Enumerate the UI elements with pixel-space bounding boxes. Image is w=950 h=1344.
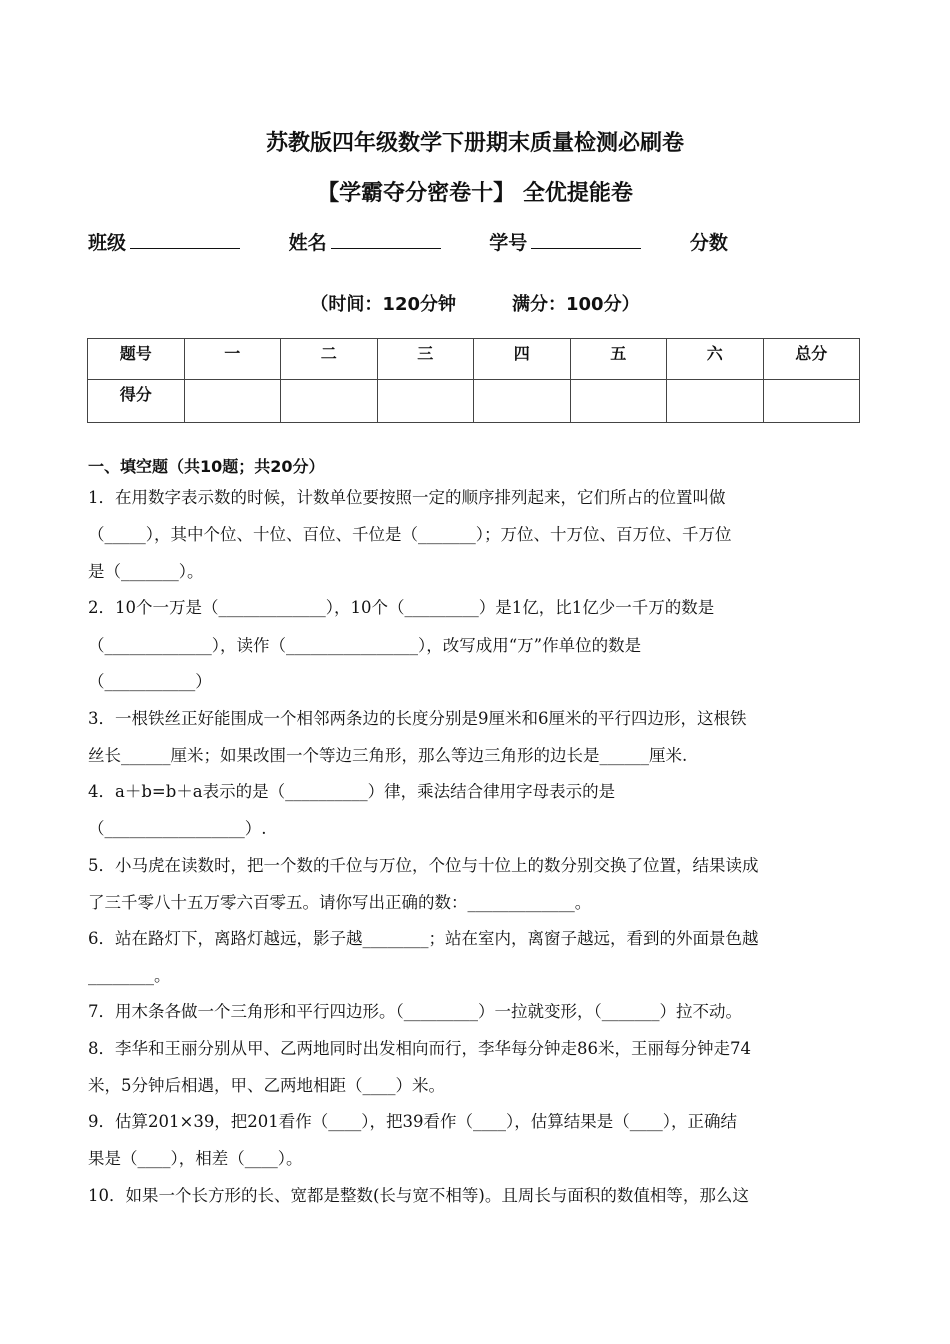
question-line: 1．在用数字表示数的时候，计数单位要按照一定的顺序排列起来，它们所占的位置叫做	[88, 488, 726, 507]
score-cell[interactable]	[377, 380, 474, 423]
student-info-row	[88, 228, 868, 255]
table-cell: 得分	[88, 380, 185, 423]
question-line: 10．如果一个长方形的长、宽都是整数(长与宽不相等)。且周长与面积的数值相等，那么这	[88, 1186, 749, 1205]
student-id-blank[interactable]	[531, 230, 641, 249]
exam-full-score: 满分：100分）	[512, 294, 640, 315]
question-line: （_________________）.	[88, 819, 267, 838]
question-line: ________。	[88, 966, 171, 985]
exam-meta	[0, 290, 950, 316]
question-line: 9．估算201×39，把201看作（____），把39看作（____），估算结果是（____），正确结	[88, 1112, 738, 1131]
question-line: （___________）	[88, 672, 212, 691]
question-line: 6．站在路灯下，离路灯越远，影子越________；站在室内，离窗子越远，看到的外面景色越	[88, 929, 759, 948]
score-table-score-row	[88, 380, 860, 423]
page-title: 苏教版四年级数学下册期末质量检测必刷卷	[265, 131, 684, 156]
question-line: 2．10个一万是（_____________），10个（_________）是1亿，比1亿少一千万的数是	[88, 598, 715, 617]
name-blank[interactable]	[331, 230, 441, 249]
name-label: 姓名	[288, 232, 327, 254]
question-line: （_____________），读作（________________），改写成用“万”作单位的数是	[88, 636, 642, 655]
page-subtitle: 【学霸夺分密卷十】 全优提能卷	[317, 181, 633, 206]
score-cell[interactable]	[667, 380, 764, 423]
table-cell: 三	[377, 339, 474, 380]
class-blank[interactable]	[130, 230, 240, 249]
table-cell: 题号	[88, 339, 185, 380]
question-line: 米，5分钟后相遇，甲、乙两地相距（____）米。	[88, 1076, 445, 1095]
table-cell: 总分	[763, 339, 860, 380]
table-cell: 二	[281, 339, 378, 380]
question-line: 5．小马虎在读数时，把一个数的千位与万位，个位与十位上的数分别交换了位置，结果读成	[88, 856, 759, 875]
class-label: 班级	[88, 232, 127, 254]
table-cell: 一	[184, 339, 281, 380]
score-cell[interactable]	[281, 380, 378, 423]
question-line: 8．李华和王丽分别从甲、乙两地同时出发相向而行，李华每分钟走86米，王丽每分钟走74	[88, 1039, 751, 1058]
question-line: 3．一根铁丝正好能围成一个相邻两条边的长度分别是9厘米和6厘米的平行四边形，这根铁	[88, 709, 747, 728]
question-line: （_____），其中个位、十位、百位、千位是（_______）；万位、十万位、百万位、千万位	[88, 525, 732, 544]
question-line: 4．a＋b=b＋a表示的是（__________）律，乘法结合律用字母表示的是	[88, 782, 616, 801]
table-cell: 四	[474, 339, 571, 380]
question-line: 了三千零八十五万零六百零五。请你写出正确的数：_____________。	[88, 893, 592, 912]
question-line: 7．用木条各做一个三角形和平行四边形。（_________）一拉就变形，（_______）拉不动。	[88, 1002, 742, 1021]
question-line: 是（_______）。	[88, 562, 204, 581]
question-line: 丝长______厘米；如果改围一个等边三角形，那么等边三角形的边长是______厘米.	[88, 746, 688, 765]
section-heading: 一、填空题（共10题；共20分）	[88, 457, 325, 476]
score-cell[interactable]	[570, 380, 667, 423]
score-table-header-row	[88, 339, 860, 380]
student-id-label: 学号	[489, 232, 528, 254]
score-table	[87, 338, 860, 423]
table-cell: 五	[570, 339, 667, 380]
question-line: 果是（____），相差（____）。	[88, 1149, 303, 1168]
score-cell[interactable]	[763, 380, 860, 423]
exam-time: （时间：120分钟	[310, 294, 456, 315]
score-cell[interactable]	[474, 380, 571, 423]
table-cell: 六	[667, 339, 764, 380]
score-cell[interactable]	[184, 380, 281, 423]
score-label: 分数	[689, 232, 728, 254]
